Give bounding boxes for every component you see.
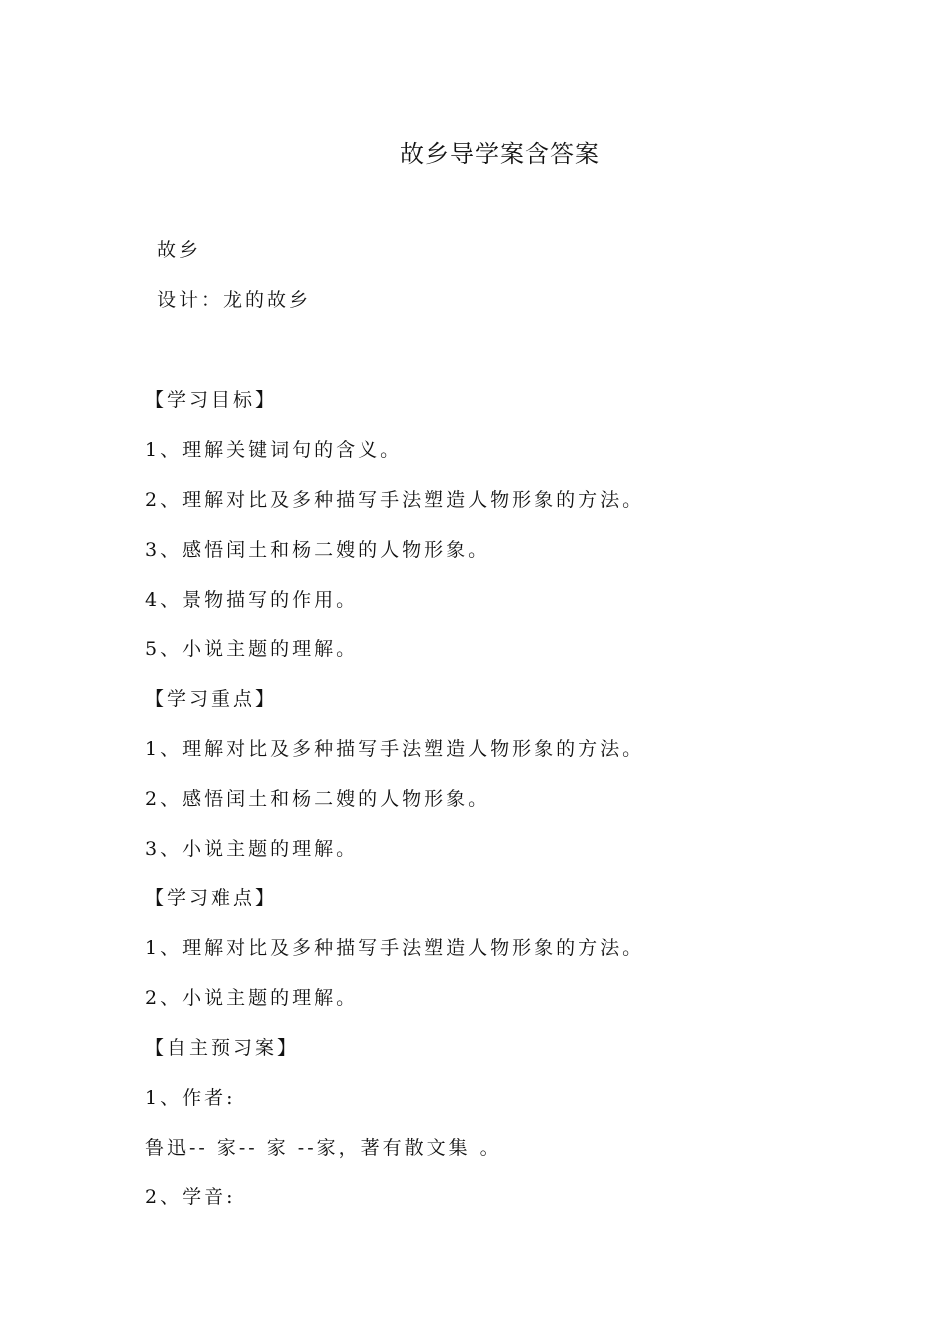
design-credit-line: 设计：龙的故乡 <box>157 289 312 311</box>
goal-item: 2、理解对比及多种描写手法塑造人物形象的方法。 <box>145 489 645 511</box>
preview-item: 1、作者: <box>145 1087 236 1109</box>
difficulty-item: 1、理解对比及多种描写手法塑造人物形象的方法。 <box>145 937 645 959</box>
goals-heading: 【学习目标】 <box>145 389 278 411</box>
goal-item: 4、景物描写的作用。 <box>145 589 359 611</box>
difficulty-item: 2、小说主题的理解。 <box>145 987 359 1009</box>
preview-item: 鲁迅-- 家-- 家 --家，著有散文集 。 <box>145 1137 502 1159</box>
key-points-heading: 【学习重点】 <box>145 688 278 710</box>
key-point-item: 1、理解对比及多种描写手法塑造人物形象的方法。 <box>145 738 645 760</box>
goal-item: 1、理解关键词句的含义。 <box>145 439 403 461</box>
document-title: 故乡导学案含答案 <box>400 140 600 168</box>
goal-item: 5、小说主题的理解。 <box>145 638 359 660</box>
goal-item: 3、感悟闰土和杨二嫂的人物形象。 <box>145 539 491 561</box>
subject-line: 故乡 <box>157 239 202 261</box>
preview-heading: 【自主预习案】 <box>145 1037 300 1059</box>
key-point-item: 2、感悟闰土和杨二嫂的人物形象。 <box>145 788 491 810</box>
difficulties-heading: 【学习难点】 <box>145 887 278 909</box>
preview-item: 2、学音: <box>145 1186 236 1208</box>
key-point-item: 3、小说主题的理解。 <box>145 838 359 860</box>
